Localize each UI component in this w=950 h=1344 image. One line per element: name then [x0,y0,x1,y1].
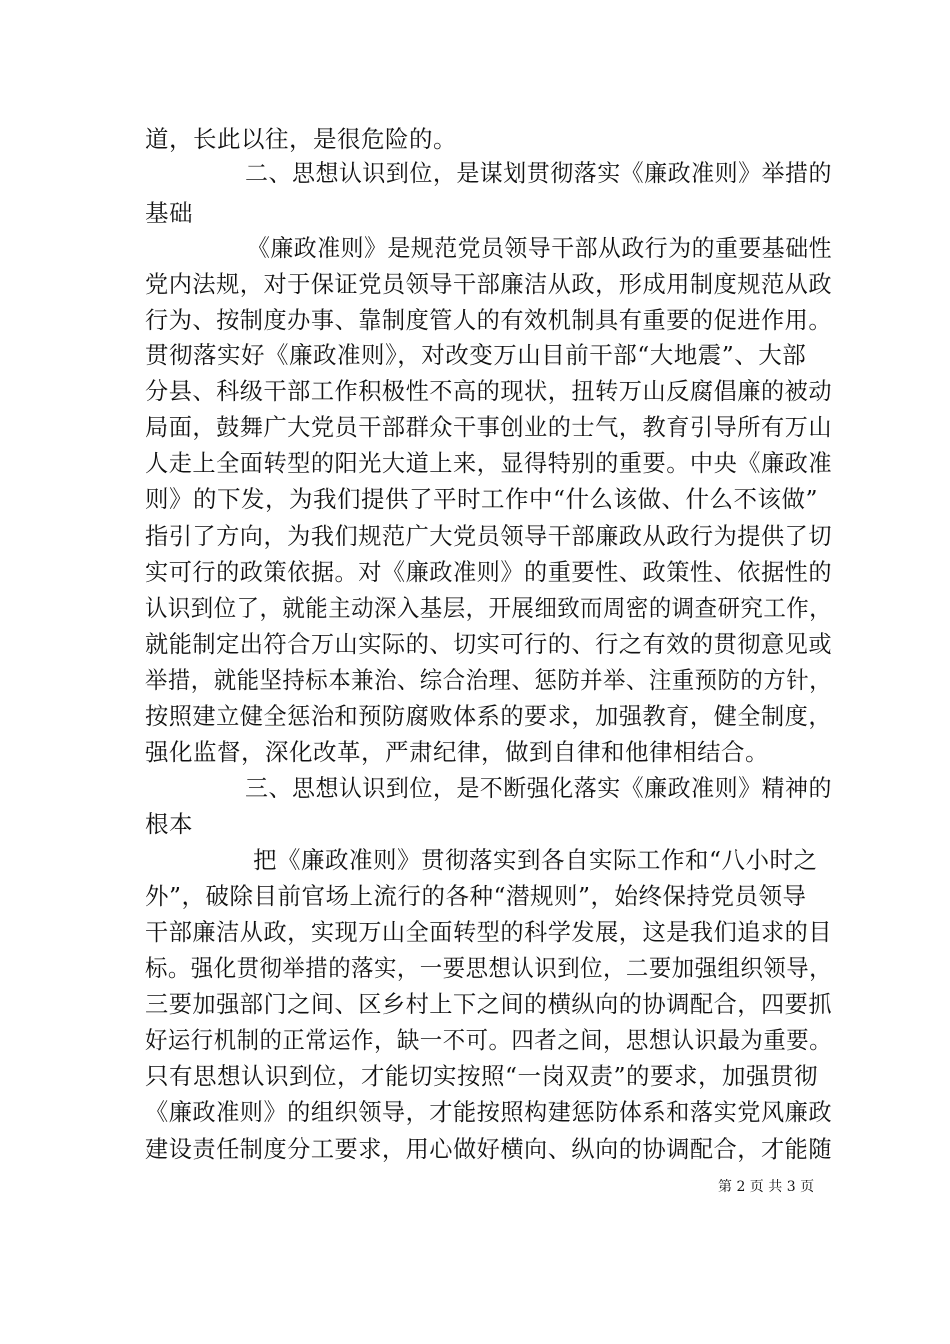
text-line-18: 强化监督，深化改革，严肃纪律，做到自律和他律相结合。 [145,738,769,766]
text-line-8: 分县、科级干部工作积极性不高的现状，扭转万山反腐倡廉的被动 [145,377,833,405]
text-line-16: 举措，就能坚持标本兼治、综合治理、惩防并举、注重预防的方针， [145,666,833,694]
text-line-12: 指引了方向，为我们规范广大党员领导干部廉政从政行为提供了切 [145,522,833,550]
text-line-10: 人走上全面转型的阳光大道上来，显得特别的重要。中央《廉政准 [145,449,833,477]
text-line-1: 道，长此以往，是很危险的。 [145,125,457,153]
text-line-14: 认识到位了，就能主动深入基层，开展细致而周密的调查研究工作， [145,594,833,622]
text-line-5: 党内法规，对于保证党员领导干部廉洁从政，形成用制度规范从政 [145,270,833,298]
text-line-9: 局面，鼓舞广大党员干部群众干事创业的士气，教育引导所有万山 [145,413,833,441]
text-line-28: 《廉政准则》的组织领导，才能按照构建惩防体系和落实党风廉政 [145,1098,833,1126]
text-line-21: 把《廉政准则》贯彻落实到各自实际工作和“八小时之 [253,846,818,874]
text-line-7: 贯彻落实好《廉政准则》，对改变万山目前干部“大地震”、大部 [145,341,807,369]
section-heading-2-cont: 基础 [145,199,193,227]
text-line-23: 干部廉洁从政，实现万山全面转型的科学发展，这是我们追求的目 [145,918,833,946]
section-heading-3-cont: 根本 [145,810,193,838]
text-line-24: 标。强化贯彻举措的落实，一要思想认识到位，二要加强组织领导， [145,954,833,982]
text-line-4: 《廉政准则》是规范党员领导干部从政行为的重要基础性 [247,234,832,262]
text-line-22: 外”，破除目前官场上流行的各种“潜规则”，始终保持党员领导 [145,882,807,910]
page-number-footer: 第 2 页 共 3 页 [718,1179,815,1195]
text-line-27: 只有思想认识到位，才能切实按照“一岗双责”的要求，加强贯彻 [145,1062,819,1090]
text-line-15: 就能制定出符合万山实际的、切实可行的、行之有效的贯彻意见或 [145,630,833,658]
text-line-26: 好运行机制的正常运作，缺一不可。四者之间，思想认识最为重要。 [145,1026,833,1054]
text-line-13: 实可行的政策依据。对《廉政准则》的重要性、政策性、依据性的 [145,558,833,586]
section-heading-3: 三、思想认识到位，是不断强化落实《廉政准则》精神的 [245,774,832,802]
text-line-17: 按照建立健全惩治和预防腐败体系的要求，加强教育，健全制度， [145,702,833,730]
text-line-6: 行为、按制度办事、靠制度管人的有效机制具有重要的促进作用。 [145,306,833,334]
text-line-29: 建设责任制度分工要求，用心做好横向、纵向的协调配合，才能随 [145,1135,833,1163]
text-line-25: 三要加强部门之间、区乡村上下之间的横纵向的协调配合，四要抓 [145,990,833,1018]
section-heading-2: 二、思想认识到位，是谋划贯彻落实《廉政准则》举措的 [245,159,832,187]
text-line-11: 则》的下发，为我们提供了平时工作中“什么该做、什么不该做” [145,485,819,513]
